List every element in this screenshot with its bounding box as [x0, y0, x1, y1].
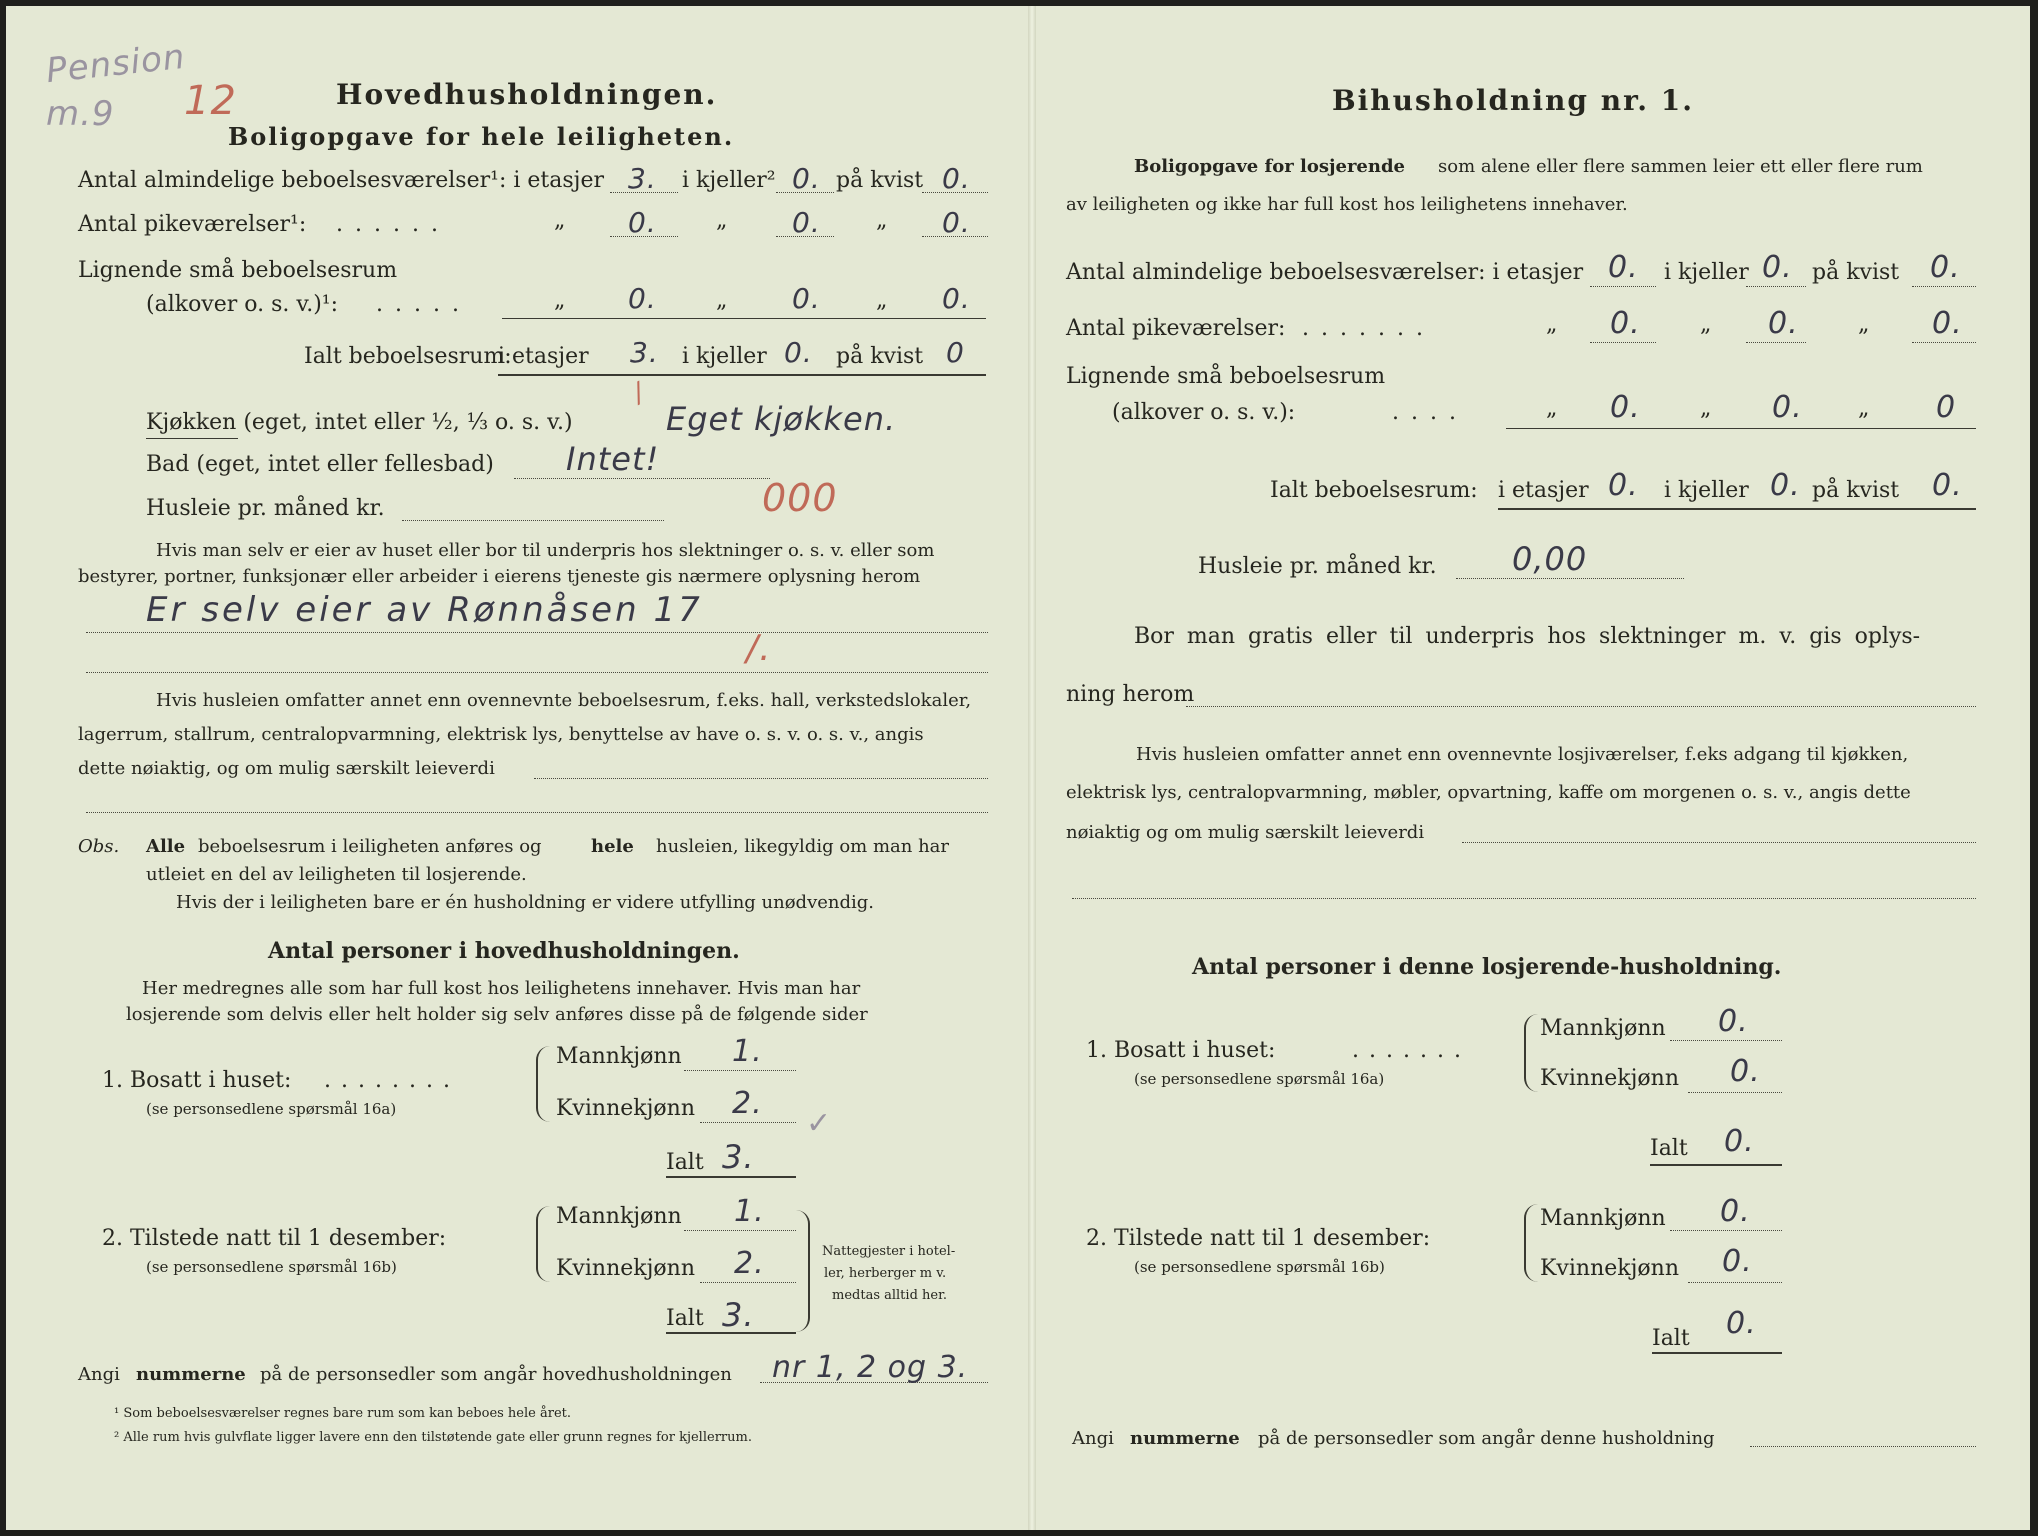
right-incl-2: elektrisk lys, centralopvarmning, møbler, opvartning, kaffe om morgenen o. s. v., angis dette — [1066, 782, 1911, 803]
ditto-mark: „ — [554, 208, 566, 233]
right-numbers-c: på de personsedler som angår denne husholdning — [1258, 1428, 1715, 1449]
right-row3-dots: .... — [1392, 400, 1468, 425]
owner-text-2: bestyrer, portner, funksjonær eller arbeider i eierens tjeneste gis nærmere oplysning herom — [78, 566, 921, 587]
rooms-row2-dots: ...... — [336, 212, 450, 237]
left-q2-mann-line — [684, 1230, 796, 1231]
left-q2-ialt-value[interactable]: 3. — [722, 1296, 755, 1334]
rent-label: Husleie pr. måned kr. — [146, 496, 385, 521]
rooms-row1-kjeller-label: i kjeller² — [682, 168, 776, 193]
obs-text-1: beboelsesrum i leiligheten anføres og — [198, 836, 542, 857]
right-q2-kvinne-label: Kvinnekjønn — [1540, 1256, 1679, 1281]
right-intro-1: som alene eller flere sammen leier ett eller flere rum — [1438, 156, 1923, 177]
right-total-etasjer-value[interactable]: 0. — [1608, 468, 1639, 503]
ditto-mark: „ — [554, 288, 566, 313]
rooms-row2-etasjer-value[interactable]: 0. — [628, 206, 657, 239]
ditto-mark: „ — [876, 288, 888, 313]
rooms-total-etasjer-value[interactable]: 3. — [630, 336, 659, 369]
left-q1-brace — [536, 1046, 550, 1122]
right-total-kvist-value[interactable]: 0. — [1932, 468, 1963, 503]
right-incl-line-1 — [1462, 842, 1976, 843]
left-title: Hovedhusholdningen. — [336, 78, 718, 111]
night-note-brace — [796, 1210, 810, 1332]
right-row1-etasjer-line — [1590, 286, 1656, 287]
rent-line — [402, 520, 664, 521]
persons-note-2: losjerende som delvis eller helt holder sig selv anføres disse på de følgende sider — [126, 1004, 868, 1025]
left-q1-kvinne-line — [700, 1122, 796, 1123]
right-q1-mann-line — [1670, 1040, 1782, 1041]
right-row2-label: Antal pikeværelser: — [1066, 316, 1286, 341]
rooms-total-rule — [498, 374, 986, 376]
rooms-row1-kjeller-value[interactable]: 0. — [792, 162, 821, 195]
right-row2-kvist-line — [1912, 342, 1976, 343]
right-q1-dots: ....... — [1352, 1038, 1471, 1063]
pencil-check: ✓ — [806, 1106, 833, 1141]
ditto-mark: „ — [876, 208, 888, 233]
right-q1-kvinne-line — [1688, 1092, 1782, 1093]
rooms-row3-label-a: Lignende små beboelsesrum — [78, 258, 398, 283]
left-q1-dots: ........ — [324, 1068, 460, 1093]
left-numbers-label-a: Angi — [78, 1364, 120, 1385]
right-q1-mann-value[interactable]: 0. — [1718, 1004, 1749, 1039]
rooms-total-kjeller-value[interactable]: 0. — [784, 336, 813, 369]
bath-line — [514, 478, 770, 479]
right-incl-3: nøiaktig og om mulig særskilt leieverdi — [1066, 822, 1425, 843]
right-numbers-b: nummerne — [1130, 1428, 1240, 1449]
left-numbers-label-b: nummerne — [136, 1364, 246, 1385]
right-q1-ialt-rule — [1650, 1164, 1782, 1166]
rooms-row3-label-b: (alkover o. s. v.)¹: — [146, 292, 339, 317]
left-subtitle: Boligopgave for hele leiligheten. — [228, 122, 735, 151]
bath-label: Bad (eget, intet eller fellesbad) — [146, 452, 494, 477]
rooms-row3-rule — [502, 318, 986, 319]
persons-note-1: Her medregnes alle som har full kost hos leilighetens innehaver. Hvis man har — [142, 978, 861, 999]
obs-alle: Alle — [146, 836, 186, 857]
right-intro-bold: Boligopgave for losjerende — [1134, 156, 1406, 177]
red-check-mark: / — [627, 377, 651, 409]
left-q2-label: 2. Tilstede natt til 1 desember: — [102, 1226, 447, 1251]
right-q1-ialt-value[interactable]: 0. — [1724, 1124, 1755, 1159]
ditto-mark: „ — [1546, 396, 1558, 421]
right-persons-title: Antal personer i denne losjerende-husholdning. — [1192, 954, 1782, 980]
right-row1-kjeller-line — [1746, 286, 1806, 287]
right-q2-ialt-rule — [1652, 1352, 1782, 1354]
obs-label: Obs. — [78, 836, 120, 857]
right-q1-brace — [1524, 1014, 1538, 1092]
right-q2-ialt-value[interactable]: 0. — [1726, 1306, 1757, 1341]
right-q2-mann-line — [1670, 1230, 1782, 1231]
right-q1-label: 1. Bosatt i huset: — [1086, 1038, 1276, 1063]
left-q1-label: 1. Bosatt i huset: — [102, 1068, 292, 1093]
rent-includes-line-1 — [534, 778, 988, 779]
rooms-row3-dots: ..... — [376, 292, 471, 317]
rooms-row2-label: Antal pikeværelser¹: — [78, 212, 307, 237]
ditto-mark: „ — [1858, 396, 1870, 421]
rent-includes-line-2 — [86, 812, 988, 813]
left-q2-sub: (se personsedlene spørsmål 16b) — [146, 1258, 397, 1276]
right-q1-kvinne-value[interactable]: 0. — [1730, 1054, 1761, 1089]
left-q1-kvinne-value[interactable]: 2. — [732, 1086, 763, 1121]
right-row1-etasjer-value[interactable]: 0. — [1608, 250, 1639, 285]
owner-value[interactable]: Er selv eier av Rønnåsen 17 — [146, 590, 703, 630]
rooms-total-kjeller-label: i kjeller — [682, 344, 767, 369]
right-free-2: ning herom — [1066, 682, 1195, 707]
ditto-mark: „ — [1700, 396, 1712, 421]
right-total-kjeller-label: i kjeller — [1664, 478, 1749, 503]
right-row1-kjeller-value[interactable]: 0. — [1762, 250, 1793, 285]
right-row1-kjeller-label: i kjeller — [1664, 260, 1749, 285]
left-q2-kvinne-line — [700, 1282, 796, 1283]
right-total-etasjer-label: i etasjer — [1498, 478, 1589, 503]
rooms-row1-label: Antal almindelige beboelsesværelser¹: i etasjer — [78, 168, 605, 193]
right-q1-mann-label: Mannkjønn — [1540, 1016, 1666, 1041]
owner-line-1 — [86, 632, 988, 633]
right-rent-value[interactable]: 0,00 — [1512, 540, 1588, 578]
left-q2-kvinne-label: Kvinnekjønn — [556, 1256, 695, 1281]
left-q1-mann-line — [684, 1070, 796, 1071]
right-row3-label-a: Lignende små beboelsesrum — [1066, 364, 1386, 389]
right-row3-label-b: (alkover o. s. v.): — [1112, 400, 1296, 425]
right-rent-line — [1456, 578, 1684, 579]
night-note-3: medtas alltid her. — [832, 1288, 948, 1303]
margin-note-pension: Pension — [44, 36, 188, 92]
right-q1-kvinne-label: Kvinnekjønn — [1540, 1066, 1679, 1091]
rooms-row1-kvist-value[interactable]: 0. — [942, 162, 971, 195]
right-total-kjeller-value[interactable]: 0. — [1770, 468, 1801, 503]
left-q1-sub: (se personsedlene spørsmål 16a) — [146, 1100, 397, 1118]
rent-includes-1: Hvis husleien omfatter annet enn ovennevnte beboelsesrum, f.eks. hall, verkstedslokaler, — [156, 690, 972, 711]
rooms-row1-etasjer-value[interactable]: 3. — [628, 162, 657, 195]
right-free-1: Bor man gratis eller til underpris hos slektninger m. v. gis oplys- — [1134, 624, 1921, 649]
rooms-row3-kjeller-value[interactable]: 0. — [792, 282, 821, 315]
left-q1-ialt-value[interactable]: 3. — [722, 1138, 755, 1176]
right-q2-mann-value[interactable]: 0. — [1720, 1194, 1751, 1229]
kitchen-label: Kjøkken (eget, intet eller ½, ⅓ o. s. v.) — [146, 410, 573, 435]
right-total-kvist-label: på kvist — [1812, 478, 1900, 503]
rent-includes-3: dette nøiaktig, og om mulig særskilt leieverdi — [78, 758, 495, 779]
rooms-total-etasjer-label: i etasjer — [498, 344, 589, 369]
rooms-total-kvist-label: på kvist — [836, 344, 924, 369]
left-q1-kvinne-label: Kvinnekjønn — [556, 1096, 695, 1121]
census-form-sheet — [6, 6, 2030, 1530]
right-incl-1: Hvis husleien omfatter annet enn ovennevnte losjiværelser, f.eks adgang til kjøkken, — [1136, 744, 1909, 765]
right-total-label: Ialt beboelsesrum: — [1270, 478, 1478, 503]
left-q2-ialt-label: Ialt — [666, 1306, 704, 1331]
red-mark: /. — [746, 628, 772, 669]
right-row2-dots: ....... — [1302, 316, 1435, 341]
footnote-2: ² Alle rum hvis gulvflate ligger lavere enn den tilstøtende gate eller grunn regnes for kjellerrum. — [114, 1430, 752, 1445]
right-q2-sub: (se personsedlene spørsmål 16b) — [1134, 1258, 1385, 1276]
left-q1-ialt-label: Ialt — [666, 1150, 704, 1175]
left-persons-title: Antal personer i hovedhusholdningen. — [268, 938, 740, 964]
right-free-line — [1186, 706, 1976, 707]
right-row1-kvist-line — [1912, 286, 1976, 287]
right-row1-label: Antal almindelige beboelsesværelser: i etasjer — [1066, 260, 1584, 285]
right-row2-kvist-value[interactable]: 0. — [1932, 306, 1963, 341]
left-q1-mann-label: Mannkjønn — [556, 1044, 682, 1069]
left-numbers-value[interactable]: nr 1, 2 og 3. — [772, 1350, 969, 1385]
obs-hele: hele — [591, 836, 634, 857]
bath-value[interactable]: Intet! — [566, 440, 660, 478]
margin-note-number: 12 — [184, 78, 237, 124]
right-q2-ialt-label: Ialt — [1652, 1326, 1690, 1351]
right-q2-mann-label: Mannkjønn — [1540, 1206, 1666, 1231]
page-fold — [1028, 6, 1036, 1530]
right-q2-label: 2. Tilstede natt til 1 desember: — [1086, 1226, 1431, 1251]
right-rent-label: Husleie pr. måned kr. — [1198, 554, 1437, 579]
rooms-total-kvist-value[interactable]: 0 — [946, 336, 965, 369]
rooms-row3-etasjer-value[interactable]: 0. — [628, 282, 657, 315]
obs-text-3: Hvis der i leiligheten bare er én husholdning er videre utfylling unødvendig. — [176, 892, 875, 913]
left-q2-kvinne-value[interactable]: 2. — [734, 1246, 765, 1281]
right-row2-etasjer-value[interactable]: 0. — [1610, 306, 1641, 341]
rooms-row3-kvist-value[interactable]: 0. — [942, 282, 971, 315]
right-row3-kvist-value[interactable]: 0 — [1936, 390, 1957, 425]
ditto-mark: „ — [1700, 312, 1712, 337]
left-q2-brace — [536, 1206, 550, 1282]
right-row3-etasjer-value[interactable]: 0. — [1610, 390, 1641, 425]
left-q2-mann-value[interactable]: 1. — [734, 1194, 765, 1229]
rent-value[interactable]: 000 — [762, 476, 838, 520]
left-q2-mann-label: Mannkjønn — [556, 1204, 682, 1229]
right-numbers-line — [1750, 1446, 1976, 1447]
right-row3-kjeller-value[interactable]: 0. — [1772, 390, 1803, 425]
left-q1-mann-value[interactable]: 1. — [732, 1034, 763, 1069]
ditto-mark: „ — [1546, 312, 1558, 337]
right-q2-brace — [1524, 1204, 1538, 1282]
owner-text-1: Hvis man selv er eier av huset eller bor til underpris hos slektninger o. s. v. eller som — [156, 540, 935, 561]
right-row3-rule — [1506, 428, 1976, 429]
right-total-rule — [1498, 508, 1976, 510]
right-q1-sub: (se personsedlene spørsmål 16a) — [1134, 1070, 1385, 1088]
owner-line-2 — [86, 672, 988, 673]
obs-text-1d: husleien, likegyldig om man har — [656, 836, 949, 857]
footnote-1: ¹ Som beboelsesværelser regnes bare rum som kan beboes hele året. — [114, 1406, 571, 1421]
right-title: Bihusholdning nr. 1. — [1332, 84, 1694, 117]
ditto-mark: „ — [716, 208, 728, 233]
night-note-2: ler, herberger m v. — [824, 1266, 947, 1281]
right-row1-kvist-value[interactable]: 0. — [1930, 250, 1961, 285]
right-q2-kvinne-value[interactable]: 0. — [1722, 1244, 1753, 1279]
right-incl-line-2 — [1072, 898, 1976, 899]
rooms-row1-kvist-label: på kvist — [836, 168, 924, 193]
rooms-total-label: Ialt beboelsesrum: — [304, 344, 512, 369]
rooms-row2-kvist-value[interactable]: 0. — [942, 206, 971, 239]
right-numbers-a: Angi — [1072, 1428, 1114, 1449]
margin-note-m9: m.9 — [46, 94, 115, 134]
rent-includes-2: lagerrum, stallrum, centralopvarmning, elektrisk lys, benyttelse av have o. s. v. o. s. v., angis — [78, 724, 924, 745]
kitchen-value[interactable]: Eget kjøkken. — [666, 400, 897, 438]
obs-text-2: utleiet en del av leiligheten til losjerende. — [146, 864, 527, 885]
kitchen-underline — [146, 438, 238, 439]
right-row1-kvist-label: på kvist — [1812, 260, 1900, 285]
left-numbers-label-c: på de personsedler som angår hovedhusholdningen — [260, 1364, 732, 1385]
rooms-row2-kjeller-value[interactable]: 0. — [792, 206, 821, 239]
right-q1-ialt-label: Ialt — [1650, 1136, 1688, 1161]
right-row2-kjeller-line — [1746, 342, 1806, 343]
right-row2-kjeller-value[interactable]: 0. — [1768, 306, 1799, 341]
left-q1-ialt-rule — [666, 1176, 796, 1178]
ditto-mark: „ — [1858, 312, 1870, 337]
night-note-1: Nattegjester i hotel- — [822, 1244, 956, 1259]
right-row2-etasjer-line — [1590, 342, 1656, 343]
right-q2-kvinne-line — [1688, 1282, 1782, 1283]
right-intro-2: av leiligheten og ikke har full kost hos leilighetens innehaver. — [1066, 194, 1628, 215]
ditto-mark: „ — [716, 288, 728, 313]
